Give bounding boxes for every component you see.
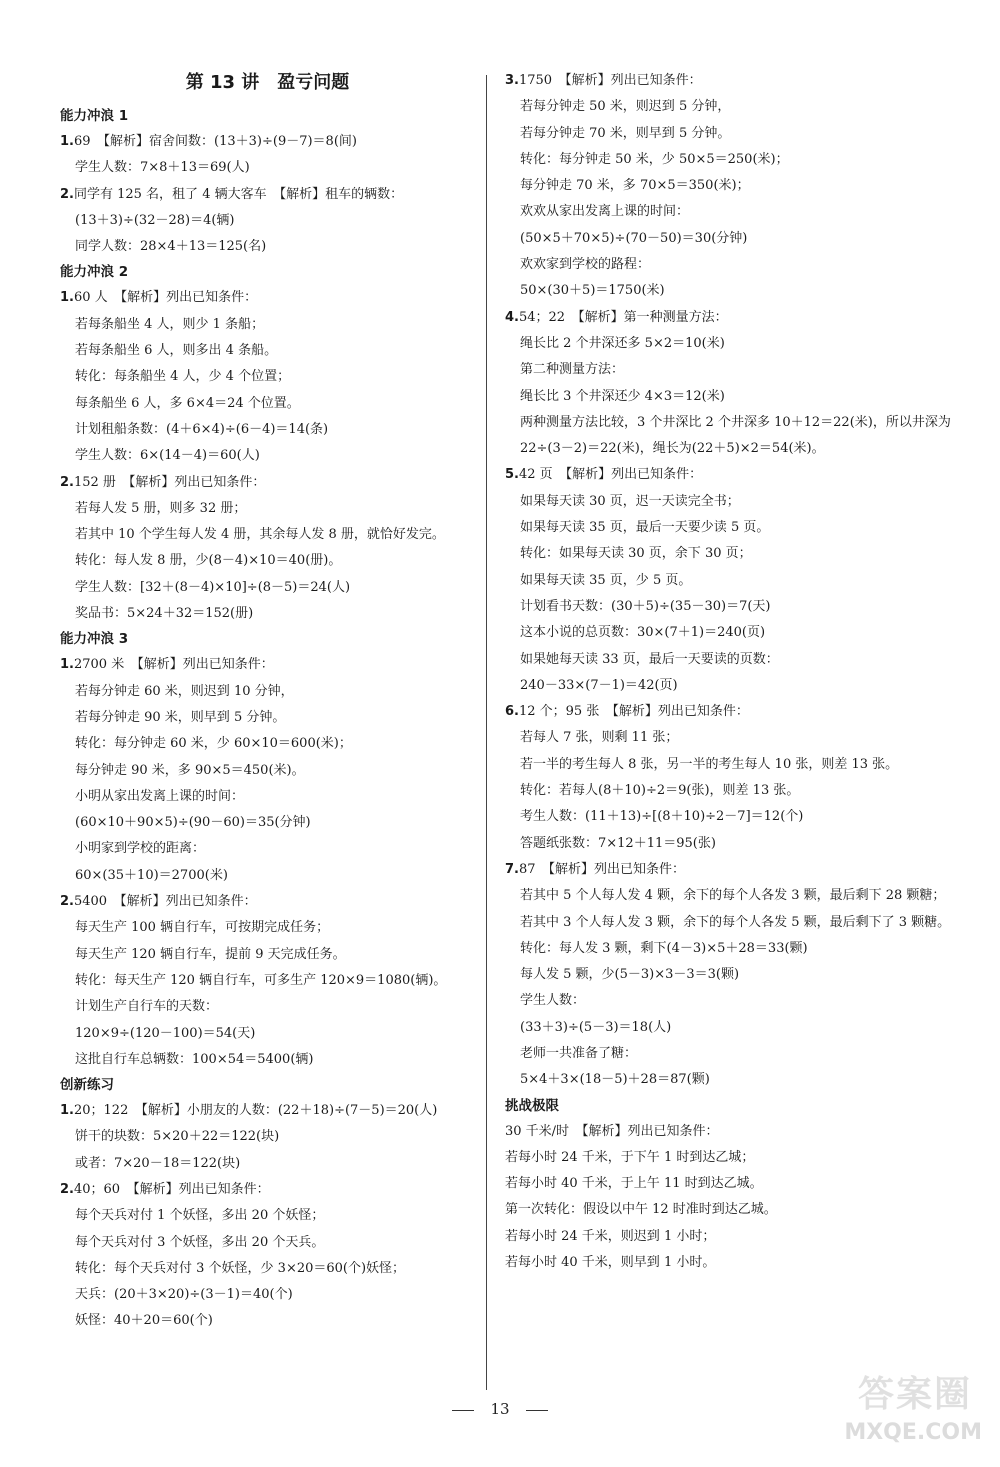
answer-text: 69 【解析】宿舍间数：(13＋3)÷(9－7)＝8(间) — [73, 134, 357, 149]
answer-item — [505, 68, 955, 305]
answer-item — [60, 1098, 475, 1177]
solution-line: 若每分钟走 60 米，则迟到 10 分钟， — [75, 683, 294, 699]
challenge-line: 第一次转化：假设以中午 12 时准时到达乙城。 — [505, 1202, 777, 1218]
solution-line: 饼干的块数：5×20＋22＝122(块) — [75, 1129, 280, 1145]
solution-line: 若其中 10 个学生每人发 4 册，其余每人发 8 册，就恰好发完。 — [75, 527, 445, 543]
solution-line: 或者：7×20－18＝122(块) — [75, 1155, 241, 1171]
solution-line: 每分钟走 70 米，多 70×5＝350(米)； — [520, 178, 750, 194]
dash-left — [452, 1410, 474, 1411]
solution-line: 每人发 5 颗，少(5－3)×3－3＝3(颗) — [520, 967, 740, 983]
answer-text: 1750 【解析】列出已知条件： — [518, 73, 702, 88]
page-title: 第 13 讲 盈亏问题 — [185, 72, 350, 93]
answer-first-line — [505, 305, 955, 331]
item-number: 1. — [60, 290, 74, 306]
answer-text: 12 个；95 张 【解析】列出已知条件： — [518, 704, 749, 720]
answer-first-line — [60, 470, 475, 496]
solution-line: 120×9÷(120－100)＝54(天) — [75, 1025, 256, 1041]
solution-line: 60×(35＋10)＝2700(米) — [75, 867, 228, 883]
solution-line: 老师一共准备了糖： — [520, 1045, 638, 1061]
item-number: 7. — [505, 861, 519, 877]
section-heading: 创新练习 — [60, 1077, 114, 1094]
item-number: 3. — [505, 73, 519, 88]
section-heading: 能力冲浪 1 — [60, 108, 129, 124]
solution-line: 学生人数：6×(14－4)＝60(人) — [75, 448, 260, 464]
solution-line: 小明家到学校的距离： — [75, 841, 206, 857]
solution-line: 若每分钟走 90 米，则早到 5 分钟。 — [75, 709, 286, 725]
answer-text: 同学有 125 名，租了 4 辆大客车 【解析】租车的辆数： — [73, 186, 404, 202]
solution-line: (13＋3)÷(32－28)＝4(辆) — [75, 212, 235, 228]
answer-text: 2700 米 【解析】列出已知条件： — [73, 657, 274, 673]
answer-item — [60, 652, 475, 889]
answer-item — [60, 889, 475, 1073]
solution-line: 转化：每个天兵对付 3 个妖怪，少 3×20＝60(个)妖怪； — [75, 1260, 406, 1276]
answer-item — [505, 699, 955, 857]
solution-line: 若其中 3 个人每人发 3 颗，余下的每个人各发 5 颗，最后剩下了 3 颗糖。 — [520, 914, 951, 930]
answer-first-line — [60, 285, 475, 311]
solution-line: 绳长比 2 个井深还多 5×2＝10(米) — [520, 335, 725, 351]
answer-text: 42 页 【解析】列出已知条件： — [518, 467, 703, 483]
answer-text: 152 册 【解析】列出已知条件： — [73, 474, 266, 490]
answer-first-line — [505, 462, 955, 488]
solution-line: 答题纸张数：7×12＋11＝95(张) — [520, 835, 716, 851]
solution-line: 学生人数：7×8＋13＝69(人) — [75, 160, 250, 176]
solution-line: 如果每天读 35 页，少 5 页。 — [520, 572, 692, 588]
left-column — [60, 104, 475, 1335]
challenge-solution — [505, 1119, 955, 1277]
answer-item — [60, 285, 475, 469]
answer-item — [60, 129, 475, 182]
answer-text: 60 人 【解析】列出已知条件： — [73, 290, 258, 306]
right-column — [505, 68, 955, 1276]
item-number: 2. — [60, 186, 74, 202]
answer-item — [505, 305, 955, 463]
solution-line: 若其中 5 个人每人发 4 颗，余下的每个人各发 3 颗，最后剩下 28 颗糖； — [520, 888, 946, 904]
answer-first-line — [60, 889, 475, 915]
solution-line: 这本小说的总页数：30×(7＋1)＝240(页) — [520, 625, 766, 641]
watermark-logo — [812, 1365, 982, 1445]
page-number-text: 13 — [490, 1400, 510, 1418]
solution-line: 欢欢家到学校的路程： — [520, 257, 651, 273]
solution-line: 每天生产 100 辆自行车，可按期完成任务； — [75, 920, 330, 936]
challenge-line: 若每小时 40 千米，于上午 11 时到达乙城。 — [505, 1176, 763, 1192]
answer-first-line — [505, 699, 955, 725]
item-number: 5. — [505, 467, 519, 483]
solution-line: 若每条船坐 6 人，则多出 4 条船。 — [75, 343, 278, 359]
item-number: 2. — [60, 894, 74, 910]
solution-line: 若每人 7 张，则剩 11 张； — [520, 730, 679, 746]
solution-line: 转化：如果每天读 30 页，余下 30 页； — [520, 546, 752, 562]
answer-first-line — [505, 68, 955, 94]
solution-line: 计划生产自行车的天数： — [75, 999, 219, 1015]
solution-line: 转化：每分钟走 60 米，少 60×10＝600(米)； — [75, 736, 352, 752]
solution-line: 小明从家出发离上课的时间： — [75, 788, 245, 804]
answer-text: 20；122 【解析】小朋友的人数：(22＋18)÷(7－5)＝20(人) — [73, 1103, 438, 1119]
item-number: 2. — [60, 1181, 74, 1197]
solution-line: 计划看书天数：(30＋5)÷(35－30)＝7(天) — [520, 598, 771, 614]
answer-first-line — [60, 1098, 475, 1124]
solution-line: (60×10＋90×5)÷(90－60)＝35(分钟) — [75, 815, 311, 831]
challenge-line: 若每小时 24 千米，于下午 1 时到达乙城； — [505, 1149, 755, 1165]
solution-line: 5×4＋3×(18－5)＋28＝87(颗) — [520, 1072, 710, 1088]
challenge-heading: 挑战极限 — [505, 1097, 559, 1114]
solution-line: 欢欢从家出发离上课的时间： — [520, 204, 690, 220]
item-number: 2. — [60, 474, 74, 490]
solution-line: 奖品书：5×24＋32＝152(册) — [75, 606, 254, 622]
solution-line: 每分钟走 90 米，多 90×5＝450(米)。 — [75, 762, 305, 778]
solution-line: 学生人数： — [520, 993, 586, 1009]
solution-line: 如果每天读 35 页，最后一天要少读 5 页。 — [520, 520, 770, 536]
solution-line: 转化：每条船坐 4 人，少 4 个位置； — [75, 369, 291, 385]
solution-line: 若一半的考生每人 8 张，另一半的考生每人 10 张，则差 13 张。 — [520, 756, 899, 772]
answer-item — [505, 857, 955, 1094]
solution-line: 每个天兵对付 1 个妖怪，多出 20 个妖怪； — [75, 1208, 325, 1224]
solution-line: 转化：每人发 3 颗，剩下(4－3)×5＋28＝33(颗) — [520, 940, 808, 956]
section-heading: 能力冲浪 3 — [60, 631, 129, 648]
solution-line: 两种测量方法比较，3 个井深比 2 个井深多 10＋12＝22(米)，所以井深为 22÷(3－2)＝22(米)，绳长为(22＋5)×2＝54(米)。 — [520, 414, 951, 457]
dash-right — [526, 1410, 548, 1411]
solution-line: 每天生产 120 辆自行车，提前 9 天完成任务。 — [75, 946, 346, 962]
watermark-small: MXQE.COM — [844, 1420, 982, 1445]
item-number: 4. — [505, 309, 519, 325]
answer-first-line — [60, 1177, 475, 1203]
answer-item — [60, 1177, 475, 1335]
solution-line: 天兵：(20＋3×20)÷(3－1)＝40(个) — [75, 1287, 293, 1303]
item-number: 1. — [60, 1103, 74, 1119]
answer-first-line — [60, 129, 475, 155]
answer-item — [60, 470, 475, 628]
solution-line: 第二种测量方法： — [520, 362, 625, 378]
solution-line: (33＋3)÷(5－3)＝18(人) — [520, 1019, 672, 1035]
solution-line: 同学人数：28×4＋13＝125(名) — [75, 239, 267, 255]
solution-line: 240－33×(7－1)＝42(页) — [520, 677, 678, 693]
solution-line: 50×(30＋5)＝1750(米) — [520, 283, 665, 299]
solution-line: 这批自行车总辆数：100×54＝5400(辆) — [75, 1051, 314, 1067]
solution-line: 每个天兵对付 3 个妖怪，多出 20 个天兵。 — [75, 1234, 325, 1250]
solution-line: 若每分钟走 70 米，则早到 5 分钟。 — [520, 125, 731, 141]
answer-first-line — [60, 182, 475, 208]
watermark-big: 答案圈 — [857, 1374, 972, 1415]
answer-item — [505, 462, 955, 699]
item-number: 1. — [60, 134, 74, 149]
answer-text: 54；22 【解析】第一种测量方法： — [518, 309, 728, 325]
solution-line: 如果每天读 30 页，迟一天读完全书； — [520, 493, 740, 509]
answer-text: 87 【解析】列出已知条件： — [518, 861, 686, 877]
solution-line: 转化：每人发 8 册，少(8－4)×10＝40(册)。 — [75, 553, 342, 569]
challenge-line: 若每小时 40 千米，则早到 1 小时。 — [505, 1255, 716, 1271]
answer-item — [60, 182, 475, 261]
solution-line: 若每条船坐 4 人，则少 1 条船； — [75, 316, 265, 332]
solution-line: (50×5＋70×5)÷(70－50)＝30(分钟) — [520, 230, 748, 246]
item-number: 6. — [505, 704, 519, 720]
solution-line: 妖怪：40＋20＝60(个) — [75, 1313, 213, 1329]
section-heading: 能力冲浪 2 — [60, 264, 129, 281]
solution-line: 学生人数：[32＋(8－4)×10]÷(8－5)＝24(人) — [75, 579, 351, 595]
solution-line: 若每人发 5 册，则多 32 册； — [75, 500, 247, 516]
answer-first-line — [505, 857, 955, 883]
solution-line: 转化：每分钟走 50 米，少 50×5＝250(米)； — [520, 151, 789, 167]
challenge-line: 若每小时 24 千米，则迟到 1 小时； — [505, 1228, 716, 1244]
solution-line: 如果她每天读 33 页，最后一天要读的页数： — [520, 651, 779, 667]
solution-line: 计划租船条数：(4＋6×4)÷(6－4)＝14(条) — [75, 421, 329, 437]
solution-line: 转化：每天生产 120 辆自行车，可多生产 120×9＝1080(辆)。 — [75, 972, 447, 988]
answer-first-line — [60, 652, 475, 678]
column-divider — [486, 75, 487, 1390]
answer-text: 40；60 【解析】列出已知条件： — [73, 1181, 270, 1197]
challenge-line: 30 千米/时 【解析】列出已知条件： — [505, 1123, 719, 1139]
answer-text: 5400 【解析】列出已知条件： — [73, 894, 257, 910]
solution-line: 转化：若每人(8＋10)÷2＝9(张)，则差 13 张。 — [520, 783, 800, 799]
item-number: 1. — [60, 657, 74, 673]
solution-line: 绳长比 3 个井深还少 4×3＝12(米) — [520, 388, 725, 404]
solution-line: 每条船坐 6 人，多 6×4＝24 个位置。 — [75, 395, 300, 411]
solution-line: 考生人数：(11＋13)÷[(8＋10)÷2－7]＝12(个) — [520, 809, 804, 825]
solution-line: 若每分钟走 50 米，则迟到 5 分钟， — [520, 99, 731, 115]
